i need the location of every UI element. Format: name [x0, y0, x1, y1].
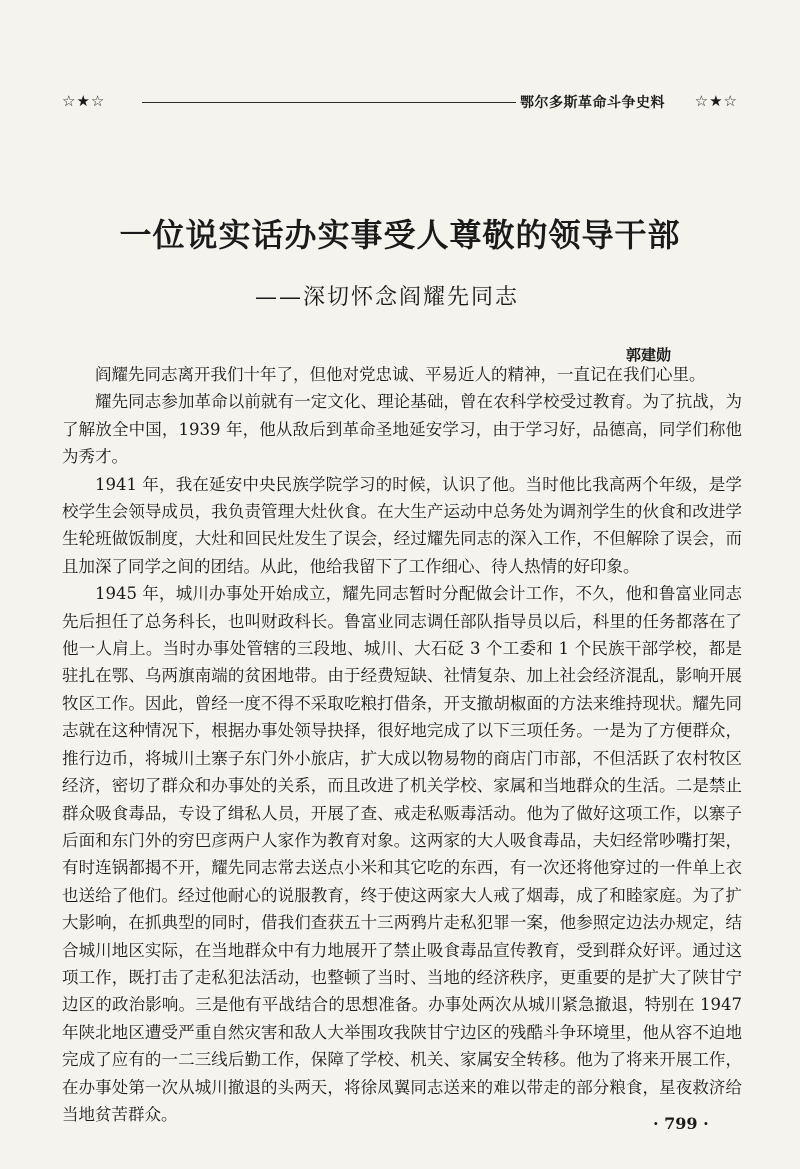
paragraph: 阎耀先同志离开我们十年了，但他对党忠诚、平易近人的精神，一直记在我们心里。: [95, 365, 706, 384]
author-name: 郭建勋: [626, 346, 672, 364]
article-body: [62, 361, 742, 1128]
article-subtitle: ——深切怀念阎耀先同志: [255, 285, 520, 310]
paragraph: 1945 年，城川办事处开始成立，耀先同志暂时分配做会计工作，不久，他和鲁富业同志先后担任了总务科长，也叫财政科长。鲁富业同志调任部队指导员以后，科里的任务都落在了他一人肩上。当时办事处管辖的三段地、城川、大石砭 3 个工委和 1 个民族干部学校，都是驻扎在鄂、乌两旗南端的贫困地带。由于经费短缺、社情复杂、加上社会经济混乱，影响开展牧区工作。因此，曾经一度不得不采取吃粮打借条，开支撤胡椒面的方法来维持现状。耀先同志就在这种情况下，根据办事处领导抉择，很好地完成了以下三项任务。一是为了方便群众，推行边币，将城川土寨子东门外小旅店，扩大成以物易物的商店门市部，不但活跃了农村牧区经济，密切了群众和办事处的关系，而且改进了机关学校、家属和当地群众的生活。二是禁止群众吸食毒品，专设了缉私人员，开展了查、戒走私贩毒活动。他为了做好这项工作，以寨子后面和东门外的穷巴彦两户人家作为教育对象。这两家的大人吸食毒品，夫妇经常吵嘴打架，有时连锅都揭不开，耀先同志常去送点小米和其它吃的东西，有一次还将他穿过的一件单上衣也送给了他们。经过他耐心的说服教育，终于使这两家大人戒了烟毒，成了和睦家庭。为了扩大影响，在抓典型的同时，借我们查获五十三两鸦片走私犯罪一案，他参照定边法办规定，结合城川地区实际，在当地群众中有力地展开了禁止吸食毒品宣传教育，受到群众好评。通过这项工作，既打击了走私犯法活动，也整顿了当时、当地的经济秩序，更重要的是扩大了陕甘宁边区的政治影响。三是他有平战结合的思想准备。办事处两次从城川紧急撤退，特别在 1947 年陕北地区遭受严重自然灾害和敌人大举围攻我陕甘宁边区的残酷斗争环境里，他从容不迫地完成了应有的一二三线后勤工作，保障了学校、机关、家属安全转移。他为了将来开展工作，在办事处第一次从城川撤退的头两天，将徐凤翼同志送来的难以带走的部分粮食，星夜救济给当地贫苦群众。: [62, 584, 742, 1124]
star-ornament-left: ☆★☆: [62, 92, 106, 110]
page-number: · 799 ·: [653, 1114, 709, 1133]
series-title: 鄂尔多斯革命斗争史料: [520, 95, 665, 111]
star-ornament-right: ☆★☆: [694, 92, 738, 110]
header-rule: [142, 102, 516, 103]
paragraph: 1941 年，我在延安中央民族学院学习的时候，认识了他。当时他比我高两个年级，是学校学生会领导成员，我负责管理大灶伙食。在大生产运动中总务处为调剂学生的伙食和改进学生轮班做饭制度，大灶和回民灶发生了误会，经过耀先同志的深入工作，不但解除了误会，而且加深了同学之间的团结。从此，他给我留下了工作细心、待人热情的好印象。: [62, 474, 742, 576]
running-header: [62, 92, 738, 114]
paragraph: 耀先同志参加革命以前就有一定文化、理论基础，曾在农科学校受过教育。为了抗战，为了解放全中国，1939 年，他从敌后到革命圣地延安学习，由于学习好，品德高，同学们称他为秀才。: [62, 392, 742, 467]
article-title: 一位说实话办实事受人尊敬的领导干部: [119, 216, 681, 254]
